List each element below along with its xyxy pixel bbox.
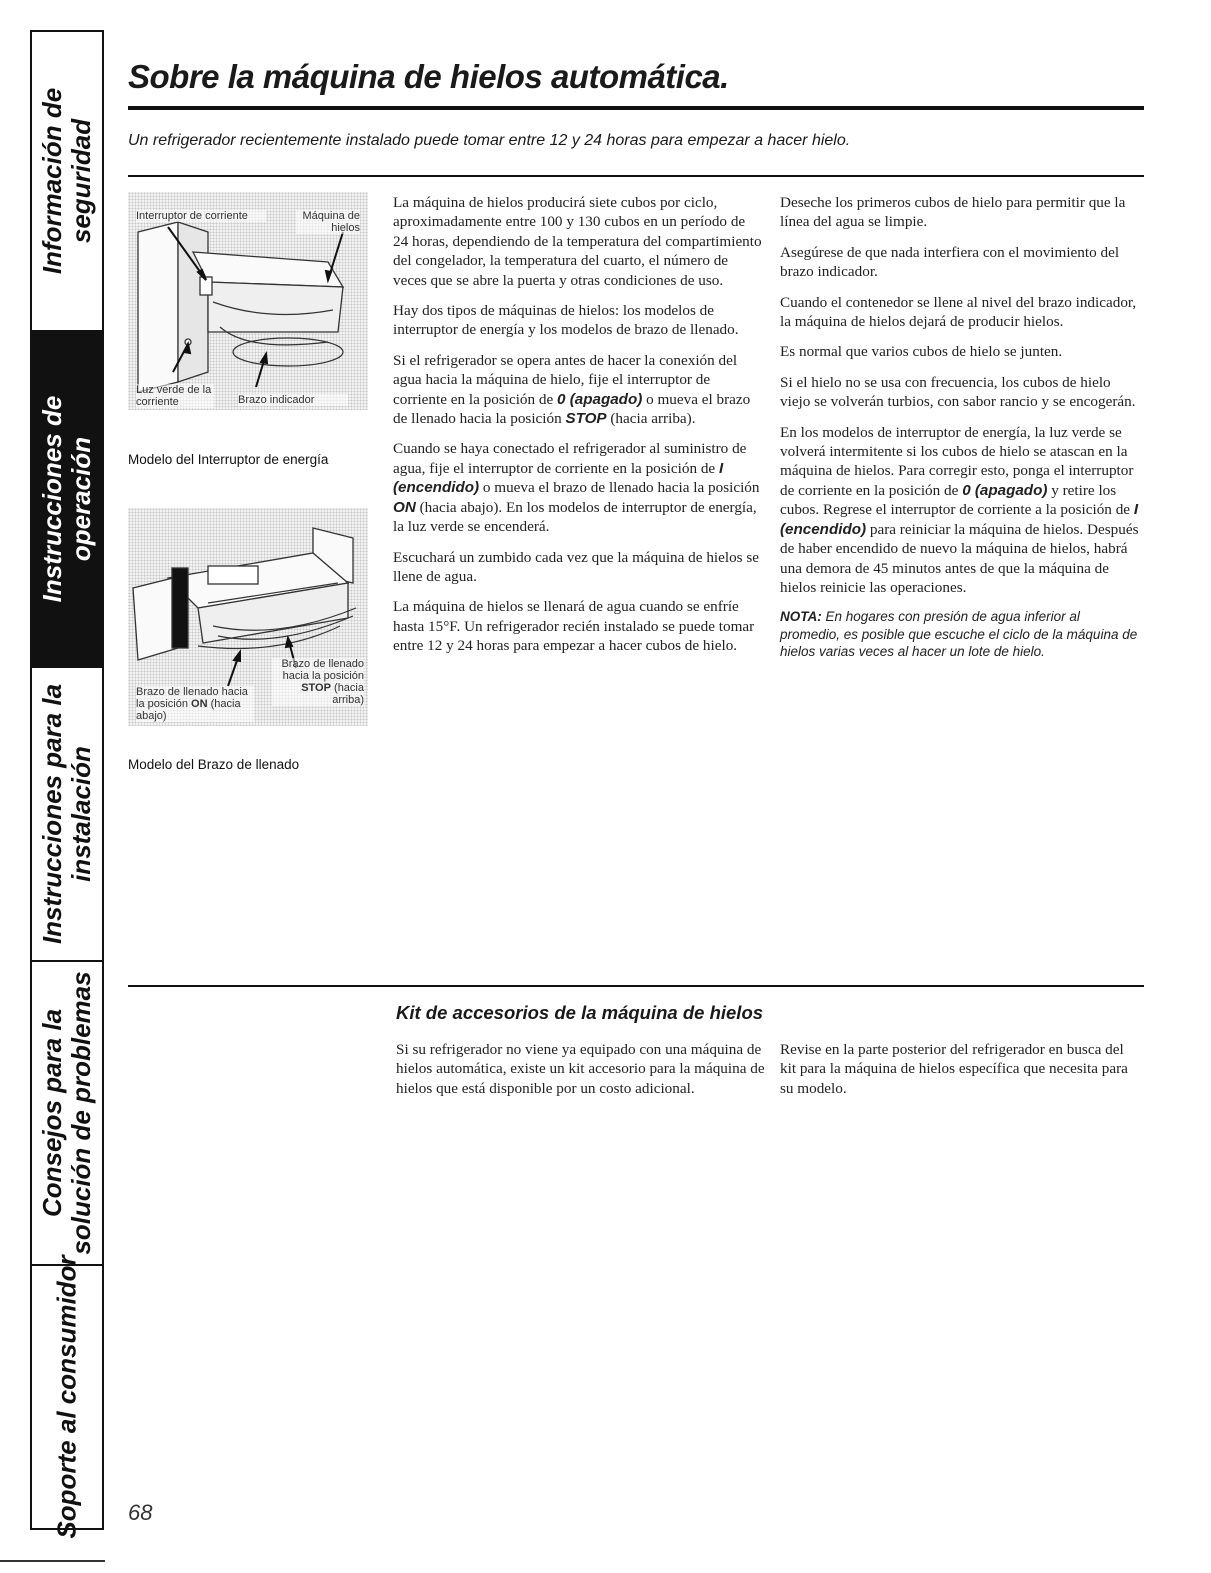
tab-consejos-solucion-de-problemas[interactable] [32, 962, 102, 1266]
paragraph: Si su refrigerador no viene ya equipado con una máquina de hielos automática, existe un kit accesorio para la máquina de hielos que está disponible por un costo adicional. [396, 1041, 765, 1097]
paragraph: Es normal que varios cubos de hielo se junten. [780, 343, 1063, 361]
paragraph: La máquina de hielos se llenará de agua cuando se enfríe hasta 15°F. Un refrigerador recién instalado se puede tomar entre 12 y 24 horas para empezar a hacer cubos de hielo. [393, 598, 755, 655]
ice-maker-arm-figure [128, 508, 368, 726]
footer-rule [0, 1560, 105, 1562]
paragraph: Si el hielo no se usa con frecuencia, los cubos de hielo viejo se volverán turbios, con sabor rancio y se encogerán. [780, 373, 1136, 411]
label-brazo-on: Brazo de llenado hacia la posición ON (hacia abajo) [136, 686, 254, 722]
tab-label: Consejos para la solución de problemas [37, 971, 96, 1255]
kit-text-left [396, 1040, 766, 1109]
tab-soporte-al-consumidor[interactable] [32, 1255, 102, 1539]
paragraph: La máquina de hielos producirá siete cubos por ciclo, aproximadamente entre 100 y 130 cubos en un período de 24 horas, dependiendo de la temperatura del compartimiento del congelador, la temperatura del cuarto, el número de veces que se abre la puerta y otras condiciones de uso. [393, 194, 762, 289]
section-rule [128, 175, 1144, 177]
note: NOTA: En hogares con presión de agua inferior al promedio, es posible que escuche el ciclo de la máquina de hielos varias veces al hacer un lote de hielo. [780, 609, 1138, 660]
label-brazo-stop: Brazo de llenado hacia la posición STOP (hacia arriba) [272, 658, 364, 706]
label-interruptor-de-corriente: Interruptor de corriente [136, 210, 266, 222]
page-number: 68 [128, 1500, 153, 1525]
paragraph: Revise en la parte posterior del refrigerador en busca del kit para la máquina de hielos específica que necesita para su modelo. [780, 1041, 1128, 1097]
section-rule [128, 985, 1144, 987]
label-maquina-de-hielos: Máquina de hielos [296, 210, 360, 234]
tab-label: Soporte al consumidor [51, 1255, 82, 1539]
title-rule [128, 106, 1144, 110]
paragraph: Deseche los primeros cubos de hielo para permitir que la línea del agua se limpie. [780, 194, 1126, 231]
paragraph: Escuchará un zumbido cada vez que la máquina de hielos se llene de agua. [393, 548, 760, 585]
paragraph: En los modelos de interruptor de energía, la luz verde se volverá intermitente si los cubos de hielo se atascan en la máquina de hielos. Para corregir esto, ponga el interruptor de corriente en la posición de 0 (apagado) y retire los cubos. Regrese el interruptor de corriente a la posición de I (encendido) para reiniciar la máquina de hielos. Después de haber encendido de nuevo la máquina de hielos, habrá una demora de 45 minutos antes de que la máquina de hielos reinicie las operaciones. [780, 423, 1139, 596]
tab-informacion-de-seguridad[interactable] [32, 32, 102, 332]
paragraph: Asegúrese de que nada interfiera con el movimiento del brazo indicador. [780, 243, 1120, 281]
figure-caption-2: Modelo del Brazo de llenado [128, 757, 300, 772]
paragraph: Si el refrigerador se opera antes de hacer la conexión del agua hacia la máquina de hielo, fije el interruptor de corriente en la posición de 0 (apagado) o mueva el brazo de llenado hacia la posición STOP (hacia arriba). [393, 351, 751, 428]
section-tabs [30, 30, 104, 1539]
ice-maker-switch-figure [128, 192, 368, 410]
label-luz-verde: Luz verde de la corriente [136, 384, 214, 408]
page-title: Sobre la máquina de hielos automática. [128, 58, 729, 95]
paragraph: Hay dos tipos de máquinas de hielos: los modelos de interruptor de energía y los modelos de brazo de llenado. [393, 302, 739, 339]
kit-text-right [780, 1040, 1142, 1109]
page-subtitle: Un refrigerador recientemente instalado puede tomar entre 12 y 24 horas para empezar a hacer hielo. [128, 132, 851, 149]
figure-caption-1: Modelo del Interruptor de energía [128, 452, 329, 467]
paragraph: Cuando se haya conectado el refrigerador al suministro de agua, fije el interruptor de corriente en la posición de I (encendido) o mueva el brazo de llenado hacia la posición ON (hacia abajo). En los modelos de interruptor de energía, la luz verde se encenderá. [393, 440, 760, 536]
paragraph: Cuando el contenedor se llene al nivel del brazo indicador, la máquina de hielos dejará de producir hielos. [780, 293, 1137, 331]
tab-instrucciones-para-la-instalacion[interactable] [32, 668, 102, 962]
tab-label: Información de seguridad [37, 87, 96, 275]
label-brazo-indicador: Brazo indicador [238, 394, 348, 406]
tab-label: Instrucciones para la instalación [37, 683, 96, 945]
tab-instrucciones-de-operacion[interactable] [32, 332, 102, 668]
column-right [780, 193, 1142, 672]
kit-heading: Kit de accesorios de la máquina de hielos [396, 1002, 764, 1023]
tab-label: Instrucciones de operación [37, 395, 96, 603]
column-middle [393, 193, 763, 667]
